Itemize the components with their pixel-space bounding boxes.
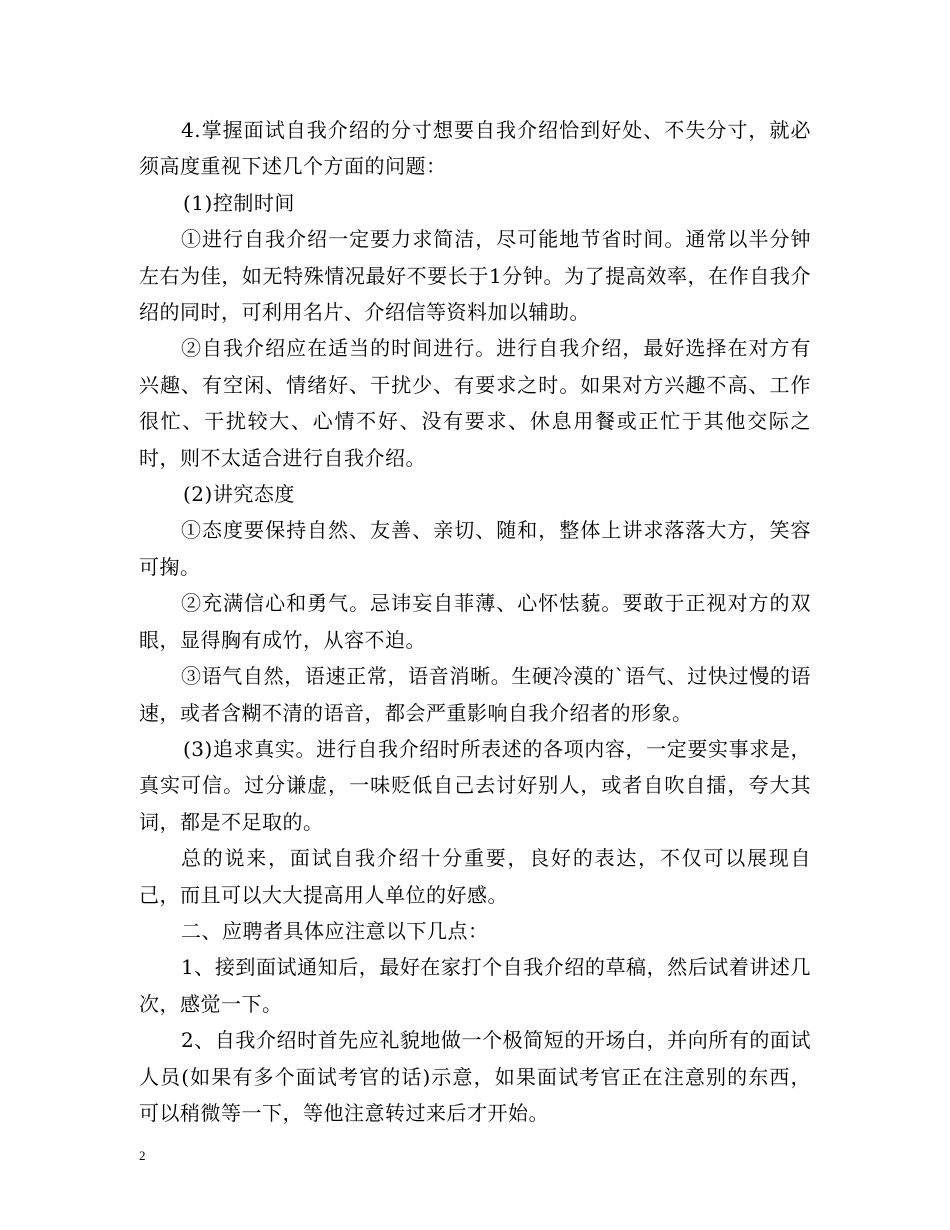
heading-applicant-notes: 二、应聘者具体应注意以下几点：: [181, 918, 489, 943]
subheading-attitude: (2)讲究态度: [183, 482, 295, 507]
paragraph-summary: 总的说来，面试自我介绍十分重要，良好的表达，不仅可以展现自己，而且可以大大提高用人单位的好感。: [139, 846, 811, 907]
paragraph-confidence: ②充满信心和勇气。忌讳妄自菲薄、心怀怯藐。要敢于正视对方的双眼，显得胸有成竹，从容不迫。: [139, 591, 811, 652]
paragraph-brevity: ①进行自我介绍一定要力求简洁，尽可能地节省时间。通常以半分钟左右为佳，如无特殊情况最好不要长于1分钟。为了提高效率，在作自我介绍的同时，可利用名片、介绍信等资料加以辅助。: [139, 227, 811, 325]
paragraph-timing: ②自我介绍应在适当的时间进行。进行自我介绍，最好选择在对方有兴趣、有空闲、情绪好、干扰少、有要求之时。如果对方兴趣不高、工作很忙、干扰较大、心情不好、没有要求、休息用餐或正忙于其他交际之时，则不太适合进行自我介绍。: [139, 336, 811, 470]
list-item-1: 1、接到面试通知后，最好在家打个自我介绍的草稿，然后试着讲述几次，感觉一下。: [139, 955, 811, 1016]
paragraph-truthfulness: (3)追求真实。进行自我介绍时所表述的各项内容，一定要实事求是，真实可信。过分谦虚，一味贬低自己去讨好别人，或者自吹自擂，夸大其词，都是不足取的。: [139, 736, 811, 834]
paragraph-natural-attitude: ①态度要保持自然、友善、亲切、随和，整体上讲求落落大方，笑容可掬。: [139, 518, 811, 579]
document-body: [139, 112, 811, 1131]
paragraph-section-4: 4.掌握面试自我介绍的分寸想要自我介绍恰到好处、不失分寸，就必须高度重视下述几个方面的问题：: [139, 118, 811, 179]
page-number: 2: [139, 1148, 146, 1163]
subheading-control-time: (1)控制时间: [183, 190, 295, 215]
list-item-2: 2、自我介绍时首先应礼貌地做一个极简短的开场白，并向所有的面试人员(如果有多个面试考官的话)示意，如果面试考官正在注意别的东西，可以稍微等一下，等他注意转过来后才开始。: [139, 1028, 811, 1125]
paragraph-tone: ③语气自然，语速正常，语音消晰。生硬冷漠的`语气、过快过慢的语速，或者含糊不清的语音，都会严重影响自我介绍者的形象。: [139, 664, 811, 725]
